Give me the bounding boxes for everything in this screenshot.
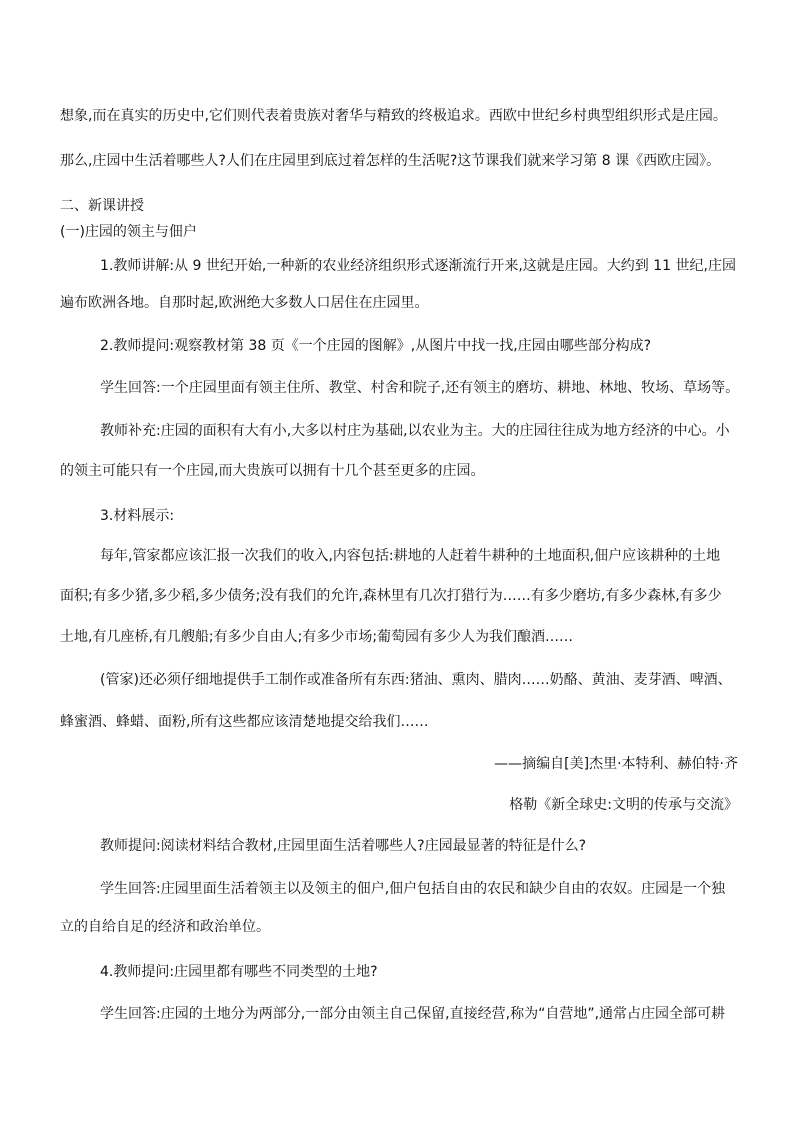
subsection-heading: (一)庄园的领主与佃户 [60,224,197,240]
paragraph-line: 4.教师提问:庄园里都有哪些不同类型的土地? [100,964,378,980]
paragraph-line: 教师补充:庄园的面积有大有小,大多以村庄为基础,以农业为主。大的庄园往往成为地方经济的中心。小 [100,423,730,439]
quote-line: 蜂蜜酒、蜂蜡、面粉,所有这些都应该清楚地提交给我们…… [60,714,429,730]
paragraph-line: 遍布欧洲各地。自那时起,欧洲绝大多数人口居住在庄园里。 [60,295,429,311]
paragraph-line: 3.材料展示: [100,508,175,524]
paragraph-line: 那么,庄园中生活着哪些人?人们在庄园里到底过着怎样的生活呢?这节课我们就来学习第 8 课《西欧庄园》。 [60,153,721,169]
citation-line: 格勒《新全球史:文明的传承与交流》 [509,797,738,813]
quote-line: 每年,管家都应该汇报一次我们的收入,内容包括:耕地的人赶着牛耕种的土地面积,佃户应该耕种的土地 [100,548,721,564]
paragraph-line: 学生回答:庄园的土地分为两部分,一部分由领主自己保留,直接经营,称为“自营地”,通常占庄园全部可耕 [100,1006,726,1022]
paragraph-line: 的领主可能只有一个庄园,而大贵族可以拥有十几个甚至更多的庄园。 [60,463,485,479]
quote-line: (管家)还必须仔细地提供手工制作或准备所有东西:猪油、熏肉、腊肉……奶酪、黄油、麦芽酒、啤酒、 [100,672,732,688]
paragraph-line: 教师提问:阅读材料结合教材,庄园里面生活着哪些人?庄园最显著的特征是什么? [100,838,587,854]
paragraph-line: 2.教师提问:观察教材第 38 页《一个庄园的图解》,从图片中找一找,庄园由哪些部分构成? [100,338,652,354]
paragraph-line: 立的自给自足的经济和政治单位。 [60,919,270,935]
paragraph-line: 学生回答:一个庄园里面有领主住所、教堂、村舍和院子,还有领主的磨坊、耕地、林地、牧场、草场等。 [100,380,740,396]
quote-line: 土地,有几座桥,有几艘船;有多少自由人;有多少市场;葡萄园有多少人为我们酿酒…… [60,629,574,645]
paragraph-line: 想象,而在真实的历史中,它们则代表着贵族对奢华与精致的终极追求。西欧中世纪乡村典型组织形式是庄园。 [60,108,727,124]
section-heading: 二、新课讲授 [60,198,144,214]
paragraph-line: 1.教师讲解:从 9 世纪开始,一种新的农业经济组织形式逐渐流行开来,这就是庄园。大约到 11 世纪,庄园 [100,258,736,274]
paragraph-line: 学生回答:庄园里面生活着领主以及领主的佃户,佃户包括自由的农民和缺少自由的农奴。庄园是一个独 [100,881,726,897]
citation-line: ——摘编自[美]杰里·本特利、赫伯特·齐 [494,756,738,772]
quote-line: 面积;有多少猪,多少稻,多少债务;没有我们的允许,森林里有几次打猎行为……有多少磨坊,有多少森林,有多少 [60,588,722,604]
